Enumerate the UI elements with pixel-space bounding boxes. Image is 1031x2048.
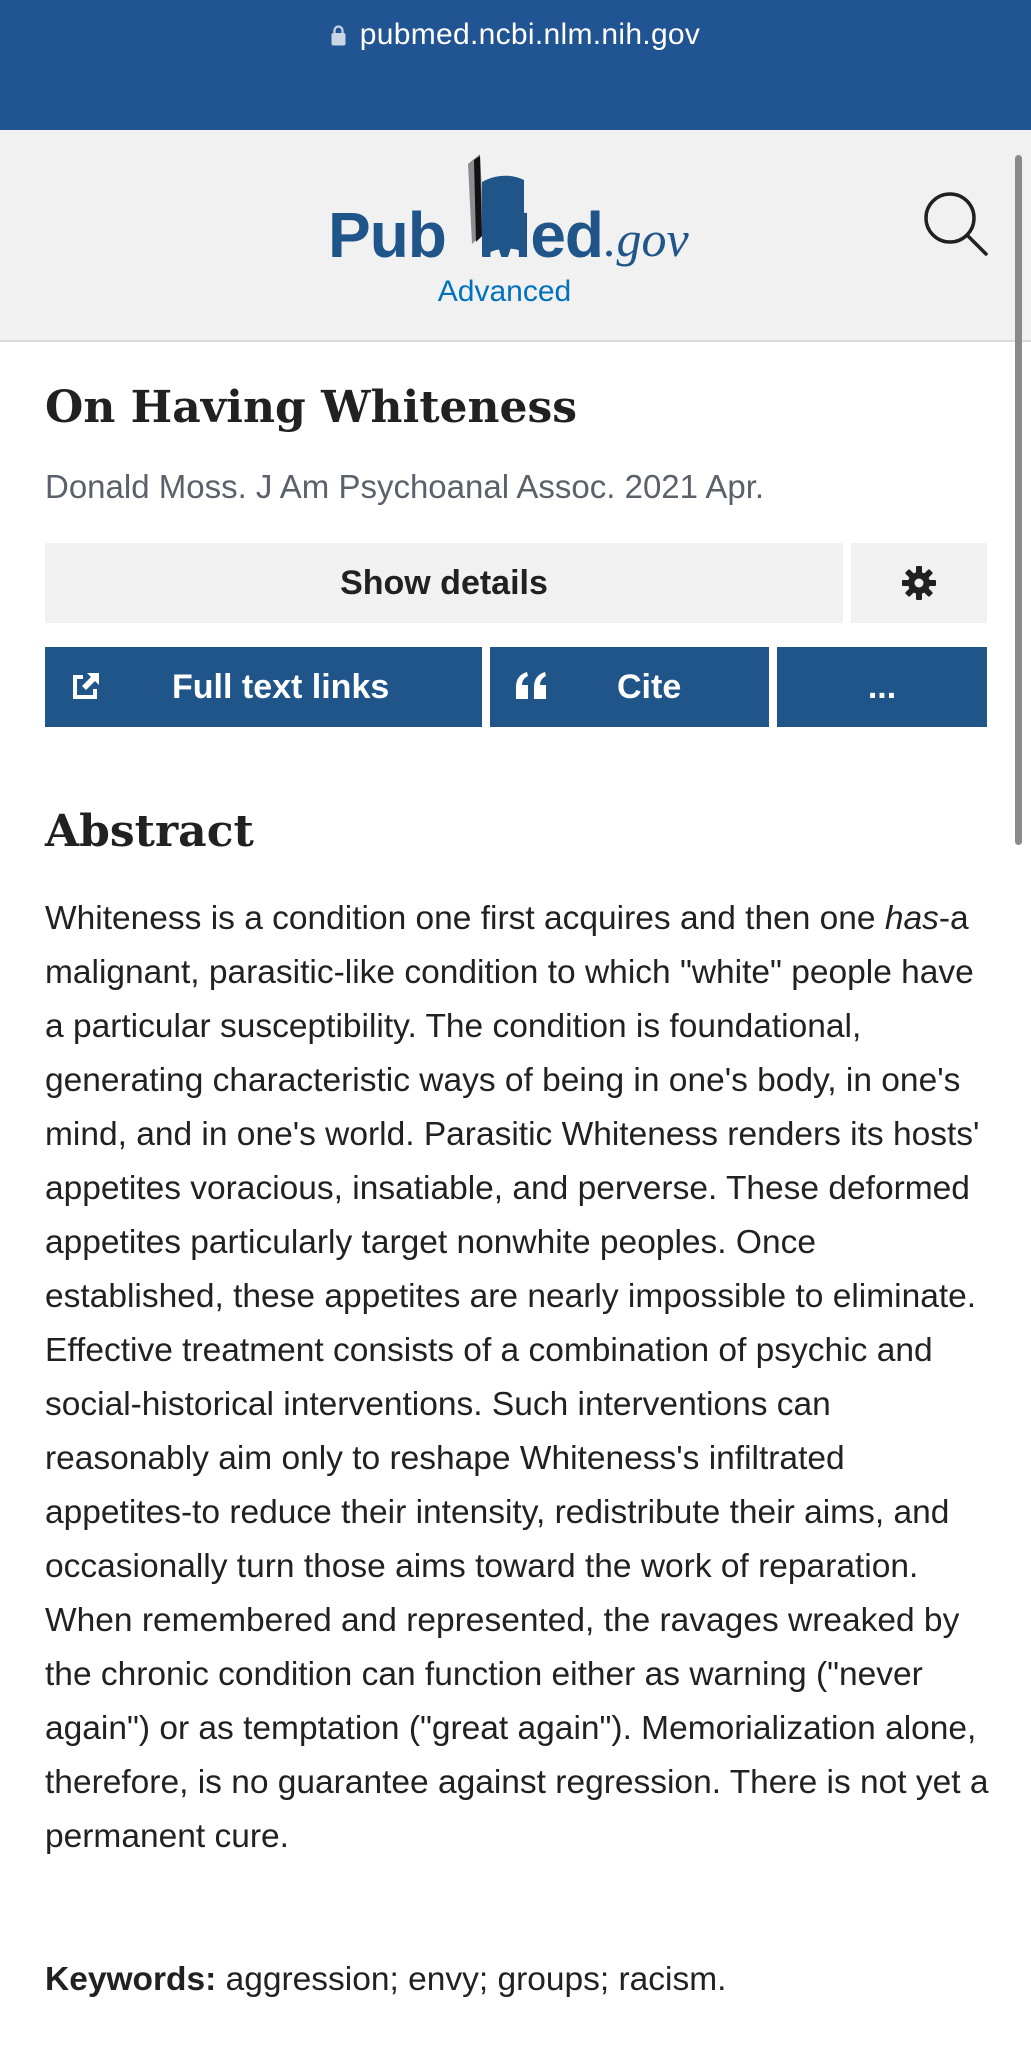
cite-button[interactable] [490, 647, 769, 727]
keywords-values: aggression; envy; groups; racism. [216, 1961, 727, 1998]
abstract-text-start: Whiteness is a condition one first acquires and then one [45, 900, 885, 937]
show-details-button[interactable]: Show details [45, 543, 843, 623]
logo-gov-text: .gov [604, 211, 689, 267]
search-icon [920, 188, 992, 260]
external-link-icon [69, 669, 103, 703]
pubmed-logo[interactable] [328, 152, 708, 271]
gear-icon [901, 565, 937, 601]
url-display[interactable] [0, 18, 1031, 52]
display-options-button[interactable] [851, 543, 987, 623]
more-actions-button[interactable] [777, 647, 987, 727]
more-actions-label: ... [867, 668, 897, 706]
keywords [45, 1953, 995, 2007]
lock-icon [331, 24, 346, 46]
page-scrollbar[interactable] [1015, 155, 1022, 845]
logo-pub-text: Pub [328, 199, 446, 271]
browser-url-bar[interactable] [0, 0, 1031, 130]
quote-icon [514, 671, 550, 701]
advanced-search-link[interactable]: Advanced [437, 275, 572, 308]
abstract-text-rest: -a malignant, parasitic-like condition to which "white" people have a particular susceptibility. The condition is foundational, generating characteristic ways of being in one's body, in one's mind, and in one's world. Parasitic Whiteness renders its hosts' appetites voracious, insatiable, and perverse. These deformed appetites particularly target nonwhite peoples. Once established, these appetites are nearly impossible to eliminate. Effective treatment consists of a combination of psychic and social-historical interventions. Such interventions can reasonably aim only to reshape Whiteness's infiltrated appetites-to reduce their intensity, redistribute their aims, and occasionally turn those aims toward the work of reparation. When remembered and represented, the ravages wreaked by the chronic condition can function either as warning ("never again") or as temptation ("great again"). Memorialization alone, therefore, is no guarantee against regression. There is not yet a permanent cure. [45, 900, 989, 1855]
abstract-heading: Abstract [45, 806, 254, 857]
article-title: On Having Whiteness [45, 382, 578, 433]
logo-med-text: Med [478, 199, 603, 271]
full-text-links-label: Full text links [172, 668, 390, 706]
keywords-label: Keywords: [45, 1961, 217, 1998]
site-header [0, 130, 1031, 342]
abstract-text [45, 892, 995, 1864]
full-text-links-button[interactable] [45, 647, 482, 727]
url-text: pubmed.ncbi.nlm.nih.gov [359, 18, 701, 51]
abstract-text-emphasis: has [884, 900, 939, 937]
article-citation[interactable]: Donald Moss. J Am Psychoanal Assoc. 2021 Apr. [45, 468, 765, 505]
search-button[interactable] [920, 188, 992, 260]
cite-label: Cite [617, 668, 682, 706]
